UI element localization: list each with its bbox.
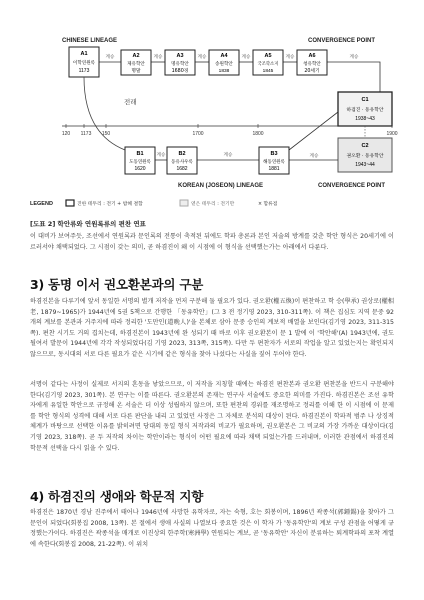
gyeseung-label-3: 계승 [197,55,207,60]
svg-text:1620: 1620 [134,166,146,172]
svg-text:20세기: 20세기 [304,69,320,74]
legend-gray-text: 옅은 테두리 : 전기만 [191,202,235,207]
node-c2 [338,138,392,172]
axis-tick-2: 150 [101,131,111,137]
svg-text:명말: 명말 [131,69,141,74]
svg-text:B3: B3 [270,151,278,157]
svg-text:A2: A2 [132,53,140,59]
gyeseung-label-5: 계승 [285,55,295,60]
korean-lineage-label: KOREAN (JOSEON) LINEAGE [178,183,264,189]
axis-tick-0: 120 [61,131,71,137]
node-a5 [253,50,283,75]
node-b1 [125,147,155,174]
svg-text:송원학안: 송원학안 [215,62,233,67]
svg-text:B2: B2 [178,151,186,157]
svg-text:B1: B1 [136,151,144,157]
svg-text:1845: 1845 [262,69,274,74]
section4-heading: 4) 하겸진의 생애와 학문적 지향 [30,489,204,504]
jeollae-label: 전래 [124,98,137,106]
svg-text:A4: A4 [220,53,228,59]
chinese-lineage-label: CHINESE LINEAGE [62,38,118,44]
node-c1 [338,92,392,126]
node-a3 [165,50,195,75]
legend-solid-swatch [66,200,74,206]
node-a1 [69,47,99,77]
legend-title: LEGEND [30,201,53,207]
node-b3 [259,147,289,174]
svg-text:청유학안: 청유학안 [303,62,321,67]
axis-tick-3: 1700 [192,131,204,137]
gyeseung-label-1: 계승 [105,55,115,60]
gyeseung-label-4: 계승 [241,55,251,60]
legend-gray-swatch [180,200,188,206]
svg-text:1938~43: 1938~43 [355,116,375,122]
svg-text:A1: A1 [80,51,88,57]
legend-solid-text: 진한 테두리 : 전기 + 밤혜 결합 [77,202,143,207]
node-a2 [121,50,151,75]
svg-text:국조학소지: 국조학소지 [257,62,279,67]
gyeseung-label-2: 계승 [153,55,163,60]
svg-text:동유사우록: 동유사우록 [171,160,193,165]
svg-text:1943~44: 1943~44 [355,162,375,168]
svg-text:해동연원록: 해동연원록 [263,160,285,165]
gyeseung-label-6: 계승 [349,55,359,60]
node-a4 [209,50,239,75]
svg-text:제유학안: 제유학안 [127,62,145,67]
svg-text:A6: A6 [308,53,316,59]
node-b2 [167,147,197,174]
svg-text:C2: C2 [361,143,369,149]
svg-text:A5: A5 [264,53,272,59]
svg-text:1682: 1682 [176,166,188,172]
axis-tick-5: 1900 [386,131,398,137]
axis-tick-4: 1800 [252,131,264,137]
section4-paragraph: 하겸진은 1870년 경남 진주에서 태어나 1946년에 사망한 유학자로, 자는 숙형, 호는 회봉이며, 1896년 곽종석(郭鍾錫)을 찾아가 그 문인이 되었다(회봉집 2008, 13쪽). 본 절에서 생애 사실의 나열보다 중요한 것은 이 학자 가 '동유학안'의 계보 구성 관점을 어떻게 규정했는가이다. 하겸진은 곽종석을 매개로 이진상의 한주학(寒洲學) 연원되는 계보, 곧 '동유학안' 자신이 분류하는 퇴계학파의 포착 계열에 속한다(회봉집 2008, 21-22쪽). 이 위치 [30,509,394,548]
svg-text:1881: 1881 [268,166,280,172]
svg-text:A3: A3 [176,53,184,59]
svg-text:권오환 · 동유학안: 권오환 · 동유학안 [346,154,384,159]
gyeseung-label-7: 계승 [156,153,166,158]
section3-heading: 3) 동명 이서 권오환본과의 구분 [30,277,204,292]
convergence-point-top-label: CONVERGENCE POINT [308,38,376,44]
svg-text:도동연원록: 도동연원록 [129,160,151,165]
svg-text:1838: 1838 [218,69,230,74]
svg-text:하겸진 · 동유학안: 하겸진 · 동유학안 [346,108,384,113]
svg-text:이학연원록: 이학연원록 [72,61,96,66]
gyeseung-label-8: 계승 [223,153,233,158]
transmission-curve [84,77,125,150]
intro-paragraph: 이 대비가 보여주듯, 조선에서 연원록과 문인록의 전통이 축적된 뒤에도 학파 총론과 본인 저술의 방계를 갖춘 학안 형식은 20세기에 이르러서야 채택되었다. 그 시점이 갖는 의미, 곧 하겸진이 왜 이 시점에 이 형식을 선택했는가는 아래에서 다룬다. [30,233,394,251]
legend-cross-text: × 합류점 [258,202,278,207]
svg-text:1173: 1173 [78,68,90,74]
svg-text:명유학안: 명유학안 [171,62,189,67]
convergence-point-bottom-label: CONVERGENCE POINT [318,183,386,189]
section3-paragraph-1: 하겸진본을 다루기에 앞서 동일한 서명의 별개 저작을 먼저 구분해 둘 필요가 있다. 권오환(權五煥)이 편찬하고 학 승(學承) 권상로(權相老, 1879~1965)가 1944년에 5권 5책으로 간행한 「동유학안」(그 3 전 정기영 2023, 310-311쪽). 이 책은 집심도 지역 문중 92개의 계보를 본관과 거주지에 따라 정리한 '도만인(道晩人)'을 본체로 삼아 문중 승인의 계보적 배열을 보인다(김기영 2023, 311-315쪽). 편찬 시기도 거의 겹치는데, 하겸진본이 1943년에 완 성되기 때 바로 이후 권오환본이 문 1 발에 이 '학안해'(A) 1943년에, 권도 될여서 발문이 1944년에 각각 작성되었다(김 기영 2023, 313쪽, 315쪽). 다만 두 편찬자가 서로의 작업을 알고 있었는지는 확인되지 않으므로, 동시대의 서로 다른 필요가 같은 시기에 같은 형식을 찾아 나섰다는 사실을 짚어 두어야 한다. [30,298,394,358]
legend [30,200,277,207]
axis-tick-1: 1173 [80,131,92,137]
timeline-figure [0,0,424,222]
gyeseung-label-9: 계승 [309,154,319,159]
svg-text:1680경: 1680경 [171,69,189,74]
node-a6 [297,50,327,75]
svg-text:C1: C1 [361,97,369,103]
section3-paragraph-2: 서명이 같다는 사정이 실제로 서지의 혼동을 낳았으므로, 이 저작을 지칭할 때에는 하겸진 편찬본과 권오환 편찬본을 반드시 구분해야 한다(김기영 2023, 301쪽). 본 연구는 이를 따른다. 권오환본의 존재는 연구사 서술에도 중요한 의미를 가진다. 하겸진본은 조선 유학자에게 유일한 학안으로 규정해 온 서술은 더 이상 성립하지 않으며, 또한 편찬의 경위를 재조명하고 정리를 이해 한 이 시점에 이 문제를 학안 형식의 성격에 대해 서로 다른 판단을 내리 고 있었던 사정은 그 자체로 분석의 대상이 된다. 하겸진본이 학파적 범주 나 상징적 체계가 바탕으로 선택한 이유를 밝히려면 당대의 동일 형식 저작과의 비교가 필요하며, 권오환본은 그 비교의 가장 가까운 대상이다(김기영 2023, 318쪽). 곧 두 저작의 차이는 학안이라는 형식이 어떤 필요에 따라 채택 되었는가를 드러내며, 이러한 관점에서 하겸진의 학문적 선택을 다시 읽을 수 있다. [30,381,394,452]
figure-caption: [도표 2] 학안류와 연원록류의 편찬 연표 [30,220,146,228]
